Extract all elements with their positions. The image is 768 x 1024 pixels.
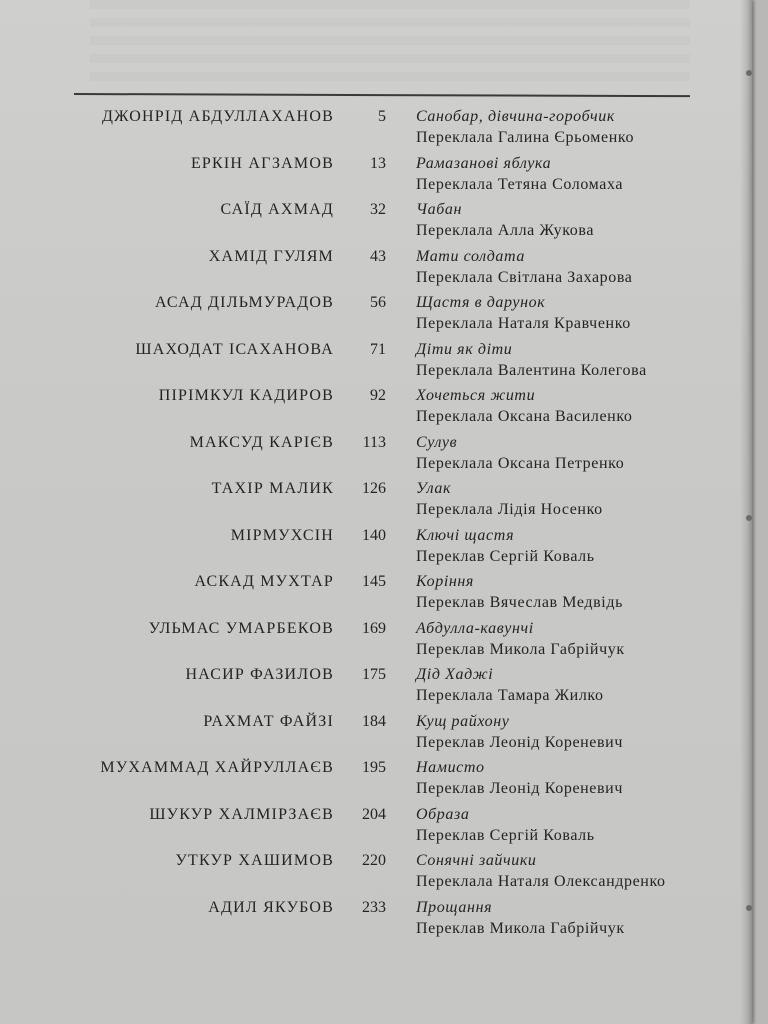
author-name: АСКАД МУХТАР — [194, 573, 334, 590]
story-title: Хочеться жити — [416, 387, 536, 404]
page-number: 32 — [370, 201, 386, 218]
author-name: УЛЬМАС УМАРБЕКОВ — [148, 619, 334, 637]
story-title: Прощання — [416, 898, 493, 916]
page-number: 233 — [362, 898, 386, 916]
author-name: ДЖОНРІД АБДУЛЛАХАНОВ — [101, 108, 334, 125]
toc-entry — [0, 155, 752, 203]
toc-entry — [0, 806, 752, 854]
story-title: Дід Хаджі — [416, 666, 494, 683]
toc-entry — [0, 201, 752, 249]
story-title: Коріння — [416, 573, 474, 590]
translator-credit: Переклала Алла Жукова — [416, 222, 595, 239]
page-number: 43 — [370, 247, 386, 265]
translator-credit: Переклав Микола Габрійчук — [416, 640, 625, 658]
binding-hole — [746, 515, 752, 521]
story-title: Щастя в дарунок — [416, 294, 546, 311]
toc-entry — [0, 713, 752, 761]
page-number: 175 — [362, 666, 386, 683]
page-number: 184 — [362, 712, 386, 730]
page-number: 204 — [362, 805, 386, 823]
story-title: Намисто — [416, 759, 485, 776]
page-number: 13 — [370, 154, 386, 172]
translator-credit: Переклала Оксана Петренко — [416, 454, 625, 472]
toc-entry — [0, 248, 752, 296]
toc-entry — [0, 899, 752, 947]
author-name: НАСИР ФАЗИЛОВ — [185, 666, 334, 683]
author-name: АДИЛ ЯКУБОВ — [208, 898, 334, 916]
page-number: 113 — [362, 433, 386, 451]
story-title: Ключі щастя — [416, 526, 515, 544]
author-name: МІРМУХСІН — [230, 526, 334, 544]
story-title: Діти як діти — [416, 340, 513, 358]
story-title: Абдулла-кавунчі — [416, 619, 534, 637]
translator-credit: Переклав Леонід Кореневич — [416, 733, 623, 751]
translator-credit: Переклала Галина Єрьоменко — [416, 129, 635, 146]
translator-credit: Переклала Оксана Василенко — [416, 408, 633, 425]
translator-credit: Переклала Наталя Кравченко — [416, 315, 631, 332]
toc-entry — [0, 434, 752, 482]
binding-hole — [746, 905, 752, 911]
author-name: УТКУР ХАШИМОВ — [175, 852, 334, 869]
page-number: 140 — [362, 526, 386, 544]
binding-hole — [746, 70, 752, 76]
page-number: 169 — [362, 619, 386, 637]
toc-entry — [0, 620, 752, 668]
author-name: МАКСУД КАРІЄВ — [189, 433, 334, 451]
toc-entry — [0, 341, 752, 389]
page-number: 56 — [370, 294, 386, 311]
toc-entry — [0, 294, 752, 342]
story-title: Улак — [416, 480, 452, 497]
translator-credit: Переклав Микола Габрійчук — [416, 919, 625, 937]
toc-entry — [0, 108, 752, 156]
page-number: 195 — [362, 759, 386, 776]
author-name: ХАМІД ГУЛЯМ — [208, 247, 334, 265]
author-name: РАХМАТ ФАЙЗІ — [203, 712, 334, 730]
page-number: 71 — [370, 340, 386, 358]
translator-credit: Переклав Леонід Кореневич — [416, 780, 623, 797]
toc-entry — [0, 527, 752, 575]
story-title: Образа — [416, 805, 470, 823]
page-number: 220 — [362, 852, 386, 869]
author-name: МУХАММАД ХАЙРУЛЛАЄВ — [100, 759, 334, 776]
author-name: ЕРКІН АГЗАМОВ — [190, 154, 334, 172]
toc-entry — [0, 573, 752, 621]
toc-entry — [0, 666, 752, 714]
author-name: АСАД ДІЛЬМУРАДОВ — [154, 294, 334, 311]
author-name: ПІРІМКУЛ КАДИРОВ — [158, 387, 334, 404]
translator-credit: Переклала Лідія Носенко — [416, 501, 603, 518]
toc-entry — [0, 852, 752, 900]
translator-credit: Переклав Вячеслав Медвідь — [416, 594, 623, 611]
story-title: Сулув — [416, 433, 458, 451]
story-title: Кущ райхону — [416, 712, 510, 730]
translator-credit: Переклала Тетяна Соломаха — [416, 175, 624, 193]
page-number: 126 — [362, 480, 386, 497]
toc-entry — [0, 387, 752, 435]
toc-entry — [0, 480, 752, 528]
story-title: Рамазанові яблука — [416, 154, 552, 172]
toc-entry — [0, 759, 752, 807]
page-number: 145 — [362, 573, 386, 590]
translator-credit: Переклала Валентина Колегова — [416, 361, 647, 379]
story-title: Мати солдата — [416, 247, 525, 265]
translator-credit: Переклала Тамара Жилко — [416, 687, 604, 704]
translator-credit: Переклав Сергій Коваль — [416, 547, 595, 565]
author-name: ШУКУР ХАЛМІРЗАЄВ — [149, 805, 334, 823]
page-number: 92 — [370, 387, 386, 404]
translator-credit: Переклав Сергій Коваль — [416, 826, 595, 844]
story-title: Санобар, дівчина-горобчик — [416, 108, 615, 125]
translator-credit: Переклала Наталя Олександренко — [416, 873, 666, 890]
page-number: 5 — [378, 108, 386, 125]
author-name: САЇД АХМАД — [220, 201, 334, 218]
author-name: ШАХОДАТ ІСАХАНОВА — [135, 340, 334, 358]
story-title: Чабан — [416, 201, 463, 218]
author-name: ТАХІР МАЛИК — [211, 480, 334, 497]
translator-credit: Переклала Світлана Захарова — [416, 268, 633, 286]
story-title: Сонячні зайчики — [416, 852, 537, 869]
